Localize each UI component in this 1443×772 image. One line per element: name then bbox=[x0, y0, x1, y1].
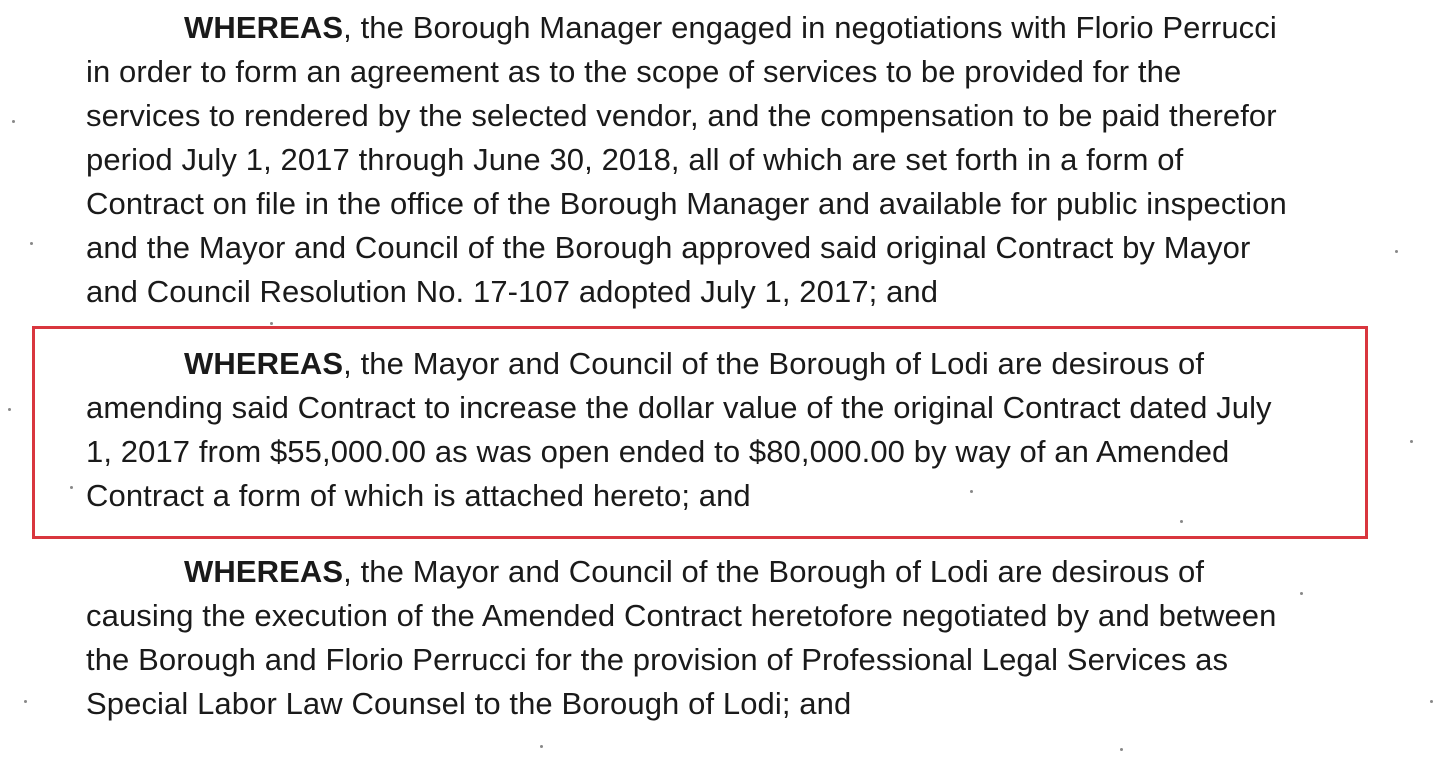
paragraph-line: and the Mayor and Council of the Borough approved said original Contract by Mayor bbox=[86, 230, 1251, 265]
scan-speck bbox=[70, 486, 73, 489]
whereas-lead: WHEREAS bbox=[184, 554, 344, 589]
scan-speck bbox=[1300, 592, 1303, 595]
scan-speck bbox=[970, 490, 973, 493]
scan-speck bbox=[270, 322, 273, 325]
scan-speck bbox=[1120, 748, 1123, 751]
paragraph-line: the Borough and Florio Perrucci for the provision of Professional Legal Services as bbox=[86, 642, 1229, 677]
paragraph-line: period July 1, 2017 through June 30, 2018, all of which are set forth in a form of bbox=[86, 142, 1184, 177]
paragraph-line: Special Labor Law Counsel to the Borough of Lodi; and bbox=[86, 686, 852, 721]
scan-speck bbox=[12, 120, 15, 123]
paragraph-line: Contract on file in the office of the Borough Manager and available for public inspection bbox=[86, 186, 1287, 221]
paragraph-line: 1, 2017 from $55,000.00 as was open ended to $80,000.00 by way of an Amended bbox=[86, 434, 1230, 469]
whereas-paragraph-3 bbox=[86, 550, 1386, 726]
paragraph-line: causing the execution of the Amended Contract heretofore negotiated by and between bbox=[86, 598, 1277, 633]
paragraph-line: WHEREAS, the Borough Manager engaged in negotiations with Florio Perrucci bbox=[184, 10, 1277, 45]
whereas-paragraph-1 bbox=[86, 6, 1386, 314]
scan-speck bbox=[30, 242, 33, 245]
scan-speck bbox=[1430, 700, 1433, 703]
scan-speck bbox=[24, 700, 27, 703]
paragraph-line: in order to form an agreement as to the scope of services to be provided for the bbox=[86, 54, 1182, 89]
paragraph-line: services to rendered by the selected vendor, and the compensation to be paid therefor bbox=[86, 98, 1277, 133]
scan-speck bbox=[8, 408, 11, 411]
scan-speck bbox=[540, 745, 543, 748]
whereas-paragraph-2 bbox=[86, 342, 1386, 518]
paragraph-line: and Council Resolution No. 17-107 adopted July 1, 2017; and bbox=[86, 274, 939, 309]
whereas-lead: WHEREAS bbox=[184, 10, 344, 45]
paragraph-line: amending said Contract to increase the dollar value of the original Contract dated July bbox=[86, 390, 1272, 425]
paragraph-line: WHEREAS, the Mayor and Council of the Borough of Lodi are desirous of bbox=[184, 554, 1205, 589]
scan-speck bbox=[1180, 520, 1183, 523]
scan-speck bbox=[1395, 250, 1398, 253]
paragraph-line: Contract a form of which is attached hereto; and bbox=[86, 478, 751, 513]
paragraph-line: WHEREAS, the Mayor and Council of the Borough of Lodi are desirous of bbox=[184, 346, 1205, 381]
whereas-lead: WHEREAS bbox=[184, 346, 344, 381]
scan-speck bbox=[1410, 440, 1413, 443]
